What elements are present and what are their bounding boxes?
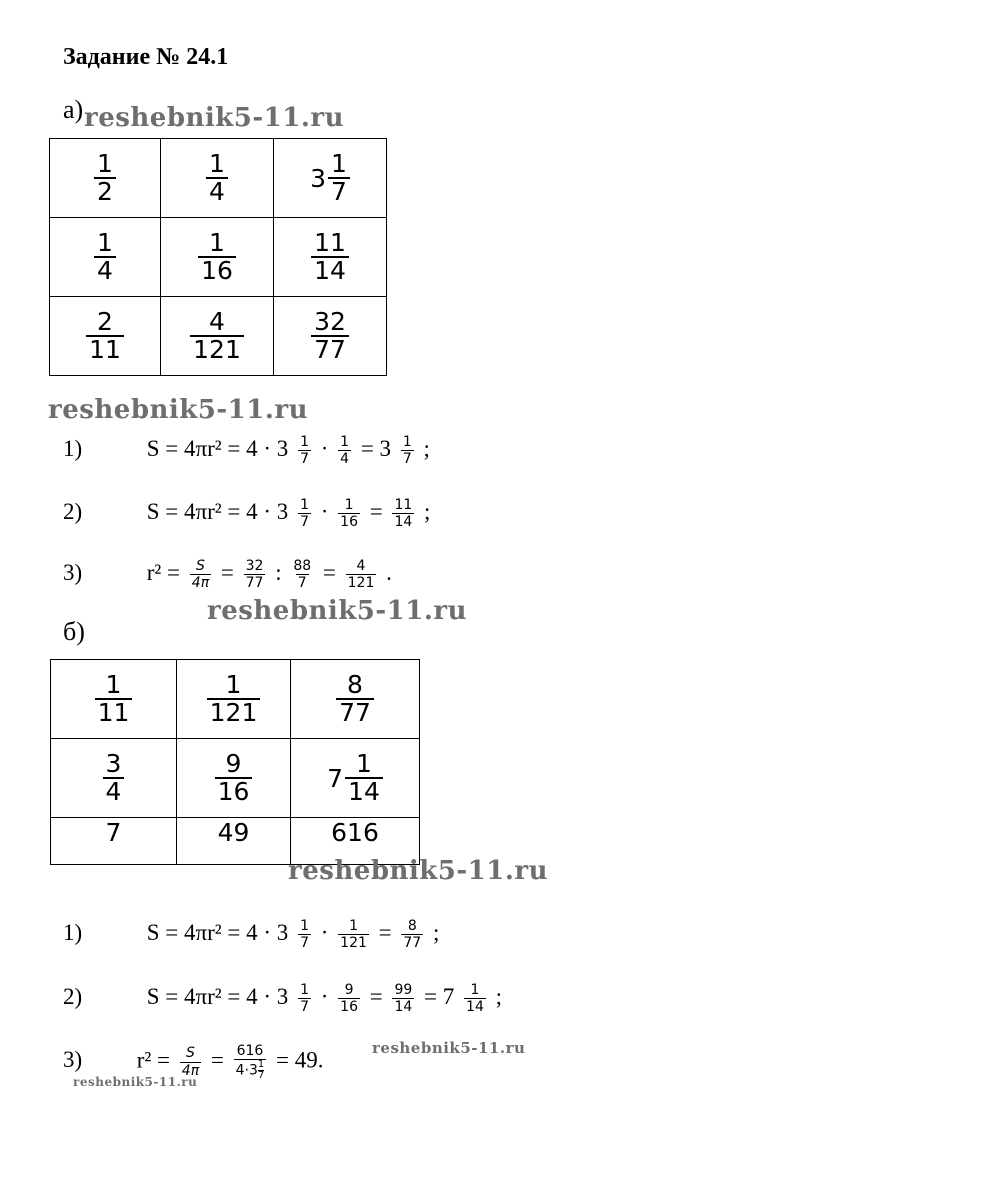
fraction [215, 748, 253, 806]
solution-a-2: 2) S = 4πr² = 4 · 3 $\frac{1}{7}$ · $\frac{1}{16}$ = $\frac{11}{14}$ ; [63, 497, 431, 531]
table-cell [50, 297, 161, 376]
solution-b-1: 1) S = 4πr² = 4 · 3 $\frac{1}{7}$ · $\frac{1}{121}$ = $\frac{8}{77}$ ; [63, 918, 440, 952]
table-cell [51, 660, 177, 739]
fraction [94, 148, 116, 206]
numerator: 8 [347, 669, 363, 699]
watermark: reshebnik5-11.ru [207, 596, 468, 626]
denominator: 4 [103, 777, 125, 805]
part-b-label: б) [63, 617, 85, 646]
table-cell [177, 818, 291, 865]
watermark: reshebnik5-11.ru [84, 103, 345, 133]
numerator: 2 [97, 306, 113, 336]
denominator: 7 [328, 177, 350, 205]
table-a [49, 138, 387, 376]
table-b [50, 659, 420, 865]
page-title: Задание № 24.1 [63, 44, 229, 70]
denominator: 16 [215, 777, 253, 805]
denominator: 4 [94, 256, 116, 284]
denominator: 11 [86, 335, 124, 363]
table-cell [274, 139, 387, 218]
numerator: 11 [314, 227, 346, 257]
numerator: 1 [105, 669, 122, 699]
table-row [51, 739, 420, 818]
table-cell [50, 218, 161, 297]
fraction [206, 148, 228, 206]
watermark: reshebnik5-11.ru [288, 856, 549, 886]
fraction [103, 748, 125, 806]
cell-value: 49 [217, 818, 250, 847]
table-row [50, 218, 387, 297]
table-row [50, 139, 387, 218]
table-cell [291, 739, 420, 818]
denominator: 16 [198, 256, 236, 284]
numerator: 32 [314, 306, 346, 336]
table-cell [161, 297, 274, 376]
denominator: 11 [95, 698, 133, 726]
denominator: 77 [311, 335, 349, 363]
fraction [86, 306, 124, 364]
part-a-label: а) [63, 95, 84, 124]
watermark: reshebnik5-11.ru [372, 1039, 526, 1057]
table-cell [177, 660, 291, 739]
fraction [94, 227, 116, 285]
numerator: 1 [209, 148, 225, 178]
table-cell [274, 218, 387, 297]
solution-a-1: 1) S = 4πr² = 4 · 3 $\frac{1}{7}$ · $\frac{1}{4}$ = 3 $\frac{1}{7}$ ; [63, 434, 430, 468]
denominator: 14 [345, 777, 383, 805]
table-cell [50, 139, 161, 218]
table-cell [161, 218, 274, 297]
denominator: 4 [206, 177, 228, 205]
whole-part: 3 [310, 163, 326, 193]
watermark: reshebnik5-11.ru [73, 1075, 198, 1089]
solution-a-3: 3) r² = $\frac{S}{4\pi}$ = $\frac{32}{77}$ : $\frac{88}{7}$ = $\frac{4}{121}$ . [63, 558, 392, 592]
fraction [95, 669, 133, 727]
table-cell [51, 739, 177, 818]
denominator: 14 [311, 256, 349, 284]
fraction [207, 669, 261, 727]
solution-b-3: 3) r² = $\frac{S}{4\pi}$ = 616 4·3 1 7 = 49. [63, 1043, 324, 1082]
cell-value: 7 [105, 818, 122, 847]
cell-value: 616 [331, 818, 379, 847]
whole-part: 7 [327, 763, 344, 793]
denominator: 121 [207, 698, 261, 726]
denominator: 77 [336, 698, 374, 726]
numerator: 1 [356, 748, 372, 778]
numerator: 3 [105, 748, 122, 778]
numerator: 1 [97, 148, 113, 178]
table-cell [177, 739, 291, 818]
numerator: 4 [209, 306, 225, 336]
denominator: 2 [94, 177, 116, 205]
fraction [198, 227, 236, 285]
fraction [328, 148, 350, 206]
table-cell [274, 297, 387, 376]
numerator: 9 [225, 748, 242, 778]
numerator: 1 [209, 227, 225, 257]
table-cell [51, 818, 177, 865]
fraction [311, 227, 349, 285]
solution-b-2: 2) S = 4πr² = 4 · 3 $\frac{1}{7}$ · $\frac{9}{16}$ = $\frac{99}{14}$ = 7 $\frac{1}{14}$ ; [63, 982, 502, 1016]
fraction [311, 306, 349, 364]
fraction [190, 306, 244, 364]
table-row [51, 660, 420, 739]
fraction [345, 748, 383, 806]
table-cell [291, 660, 420, 739]
watermark: reshebnik5-11.ru [48, 395, 309, 425]
numerator: 1 [97, 227, 113, 257]
numerator: 1 [331, 148, 347, 178]
table-row [50, 297, 387, 376]
table-cell [161, 139, 274, 218]
fraction [336, 669, 374, 727]
denominator: 121 [190, 335, 244, 363]
numerator: 1 [225, 669, 242, 699]
